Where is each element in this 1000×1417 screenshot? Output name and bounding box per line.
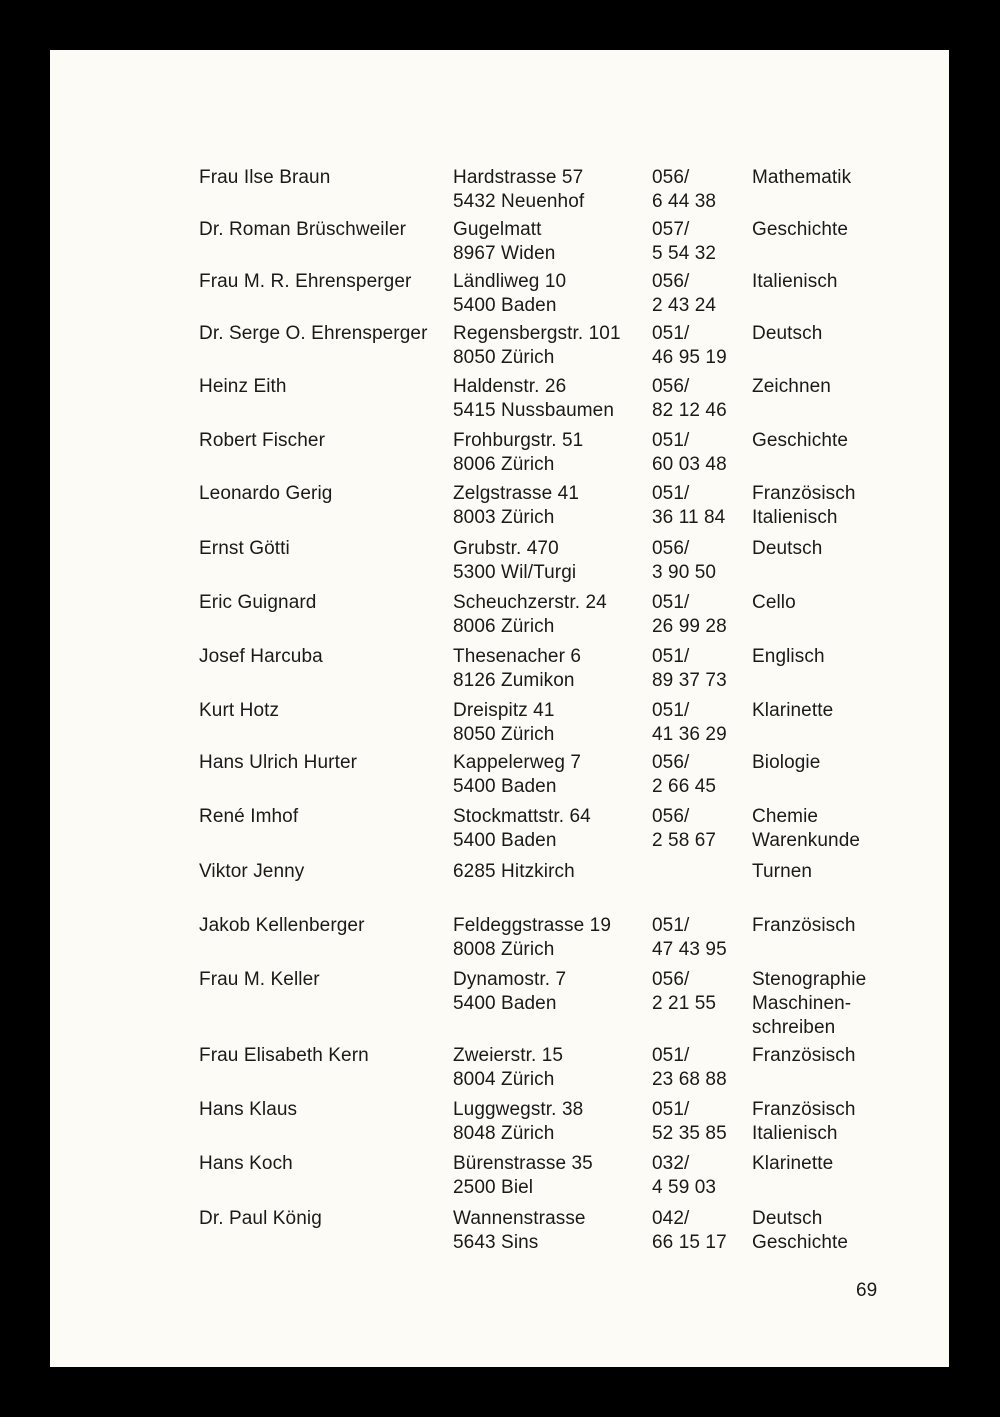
subject: schreiben <box>752 1017 836 1038</box>
phone <box>652 805 716 853</box>
phone-area-code: 051/ <box>652 1099 690 1120</box>
person-name: Hans Klaus <box>199 1099 298 1120</box>
address-street: Wannenstrasse <box>453 1208 586 1229</box>
phone <box>652 1044 727 1092</box>
person-name: Dr. Serge O. Ehrensperger <box>199 323 428 344</box>
phone <box>652 218 716 266</box>
address-street: Bürenstrasse 35 <box>453 1153 593 1174</box>
document-page <box>50 50 949 1367</box>
phone-number: 6 44 38 <box>652 191 717 212</box>
address <box>453 429 583 477</box>
person-name: René Imhof <box>199 806 299 827</box>
subject: Biologie <box>752 752 821 773</box>
address-city: 5400 Baden <box>453 993 557 1014</box>
phone-area-code: 051/ <box>652 483 690 504</box>
subject: Deutsch <box>752 538 823 559</box>
phone-area-code: 056/ <box>652 538 690 559</box>
address-city: 8126 Zumikon <box>453 670 575 691</box>
subjects <box>752 751 820 775</box>
address-street: Dynamostr. 7 <box>453 969 567 990</box>
address-street: Thesenacher 6 <box>453 646 582 667</box>
phone-number: 52 35 85 <box>652 1123 727 1144</box>
phone-area-code: 051/ <box>652 592 690 613</box>
address-city: 8008 Zürich <box>453 939 555 960</box>
subjects <box>752 645 825 669</box>
address-street: Zelgstrasse 41 <box>453 483 580 504</box>
address <box>453 537 576 585</box>
subject: Maschinen- <box>752 993 852 1014</box>
subject: Mathematik <box>752 167 852 188</box>
phone-number: 66 15 17 <box>652 1232 727 1253</box>
phone-area-code: 056/ <box>652 271 690 292</box>
subject: Englisch <box>752 646 825 667</box>
phone <box>652 699 727 747</box>
phone-area-code: 057/ <box>652 219 690 240</box>
address <box>453 1207 586 1255</box>
person-name: Leonardo Gerig <box>199 483 333 504</box>
subjects <box>752 537 822 561</box>
address-city: 5400 Baden <box>453 830 557 851</box>
address-street: Grubstr. 470 <box>453 538 559 559</box>
address-street: Zweierstr. 15 <box>453 1045 564 1066</box>
subject: Italienisch <box>752 507 838 528</box>
person-name: Viktor Jenny <box>199 861 305 882</box>
phone-area-code: 051/ <box>652 646 690 667</box>
subjects <box>752 914 856 938</box>
phone <box>652 322 727 370</box>
person-name: Dr. Roman Brüschweiler <box>199 219 407 240</box>
phone-number: 2 58 67 <box>652 830 717 851</box>
phone-number: 2 66 45 <box>652 776 717 797</box>
person-name: Eric Guignard <box>199 592 317 613</box>
page-number: 69 <box>856 1280 878 1301</box>
phone <box>652 968 716 1016</box>
subject: Warenkunde <box>752 830 861 851</box>
phone <box>652 1152 716 1200</box>
person-name: Ernst Götti <box>199 538 290 559</box>
subject: Französisch <box>752 483 856 504</box>
address-city: 2500 Biel <box>453 1177 534 1198</box>
address-city: 8050 Zürich <box>453 347 555 368</box>
phone-number: 3 90 50 <box>652 562 717 583</box>
phone <box>652 1098 727 1146</box>
phone-number: 2 43 24 <box>652 295 717 316</box>
subjects <box>752 429 848 453</box>
directory-entry <box>50 1207 949 1287</box>
address <box>453 482 579 530</box>
phone-area-code: 056/ <box>652 167 690 188</box>
subjects <box>752 591 796 615</box>
subjects <box>752 1044 856 1068</box>
subject: Deutsch <box>752 323 823 344</box>
address-city: 5400 Baden <box>453 776 557 797</box>
subjects <box>752 1207 848 1255</box>
person-name: Dr. Paul König <box>199 1208 322 1229</box>
phone <box>652 270 716 318</box>
phone-number: 41 36 29 <box>652 724 727 745</box>
subjects <box>752 322 822 346</box>
phone <box>652 645 727 693</box>
address <box>453 218 555 266</box>
address-street: Dreispitz 41 <box>453 700 555 721</box>
subject: Cello <box>752 592 796 613</box>
subjects <box>752 482 856 530</box>
phone-number: 47 43 95 <box>652 939 727 960</box>
phone-number: 2 21 55 <box>652 993 717 1014</box>
subjects <box>752 860 812 884</box>
subject: Geschichte <box>752 219 849 240</box>
person-name: Hans Koch <box>199 1153 293 1174</box>
person-name: Hans Ulrich Hurter <box>199 752 358 773</box>
subject: Deutsch <box>752 1208 823 1229</box>
subject: Stenographie <box>752 969 867 990</box>
address-city: 6285 Hitzkirch <box>453 861 575 882</box>
address-city: 5300 Wil/Turgi <box>453 562 577 583</box>
phone <box>652 591 727 639</box>
address-city: 8003 Zürich <box>453 507 555 528</box>
subject: Französisch <box>752 1099 856 1120</box>
address-street: Scheuchzerstr. 24 <box>453 592 607 613</box>
subject: Französisch <box>752 915 856 936</box>
address-city: 5643 Sins <box>453 1232 539 1253</box>
subject: Turnen <box>752 861 813 882</box>
phone <box>652 375 727 423</box>
phone-number: 5 54 32 <box>652 243 717 264</box>
address-city: 8048 Zürich <box>453 1123 555 1144</box>
address <box>453 1152 593 1200</box>
address <box>453 860 575 884</box>
phone <box>652 751 716 799</box>
phone-area-code: 051/ <box>652 323 690 344</box>
address-street: Kappelerweg 7 <box>453 752 582 773</box>
person-name: Jakob Kellenberger <box>199 915 365 936</box>
address-city: 8004 Zürich <box>453 1069 555 1090</box>
person-name: Robert Fischer <box>199 430 325 451</box>
subject: Geschichte <box>752 1232 849 1253</box>
subjects <box>752 1098 856 1146</box>
phone-number: 36 11 84 <box>652 507 726 528</box>
phone-area-code: 051/ <box>652 915 690 936</box>
subjects <box>752 1152 833 1176</box>
address <box>453 645 581 693</box>
address-street: Gugelmatt <box>453 219 542 240</box>
phone-area-code: 051/ <box>652 430 690 451</box>
subjects <box>752 699 833 723</box>
phone <box>652 1207 727 1255</box>
address-street: Hardstrasse 57 <box>453 167 584 188</box>
phone-area-code: 042/ <box>652 1208 690 1229</box>
subjects <box>752 270 838 294</box>
subjects <box>752 805 860 853</box>
address <box>453 751 581 799</box>
subject: Klarinette <box>752 1153 834 1174</box>
address <box>453 322 621 370</box>
phone-number: 46 95 19 <box>652 347 727 368</box>
phone-number: 82 12 46 <box>652 400 727 421</box>
phone-area-code: 056/ <box>652 969 690 990</box>
phone-area-code: 056/ <box>652 806 690 827</box>
phone-number: 23 68 88 <box>652 1069 727 1090</box>
phone-number: 60 03 48 <box>652 454 727 475</box>
address-city: 8006 Zürich <box>453 454 555 475</box>
subject: Geschichte <box>752 430 849 451</box>
address <box>453 166 584 214</box>
person-name: Frau M. R. Ehrensperger <box>199 271 412 292</box>
person-name: Josef Harcuba <box>199 646 323 667</box>
phone <box>652 537 716 585</box>
phone <box>652 914 727 962</box>
address <box>453 699 555 747</box>
address <box>453 968 566 1016</box>
address-street: Ländliweg 10 <box>453 271 567 292</box>
subjects <box>752 375 831 399</box>
address <box>453 1044 563 1092</box>
subject: Französisch <box>752 1045 856 1066</box>
address <box>453 375 614 423</box>
phone-area-code: 056/ <box>652 752 690 773</box>
person-name: Frau Ilse Braun <box>199 167 331 188</box>
address <box>453 914 611 962</box>
phone <box>652 429 727 477</box>
phone-number: 4 59 03 <box>652 1177 717 1198</box>
address-city: 8967 Widen <box>453 243 556 264</box>
address-city: 8050 Zürich <box>453 724 555 745</box>
address <box>453 805 591 853</box>
phone-area-code: 032/ <box>652 1153 690 1174</box>
person-name: Heinz Eith <box>199 376 287 397</box>
address-city: 8006 Zürich <box>453 616 555 637</box>
address-city: 5415 Nussbaumen <box>453 400 614 421</box>
address-street: Haldenstr. 26 <box>453 376 567 397</box>
phone-area-code: 051/ <box>652 1045 690 1066</box>
subject: Zeichnen <box>752 376 831 397</box>
phone <box>652 482 725 530</box>
subject: Italienisch <box>752 1123 838 1144</box>
phone-number: 26 99 28 <box>652 616 727 637</box>
person-name: Frau Elisabeth Kern <box>199 1045 369 1066</box>
subjects <box>752 218 848 242</box>
address-street: Stockmattstr. 64 <box>453 806 591 827</box>
address-city: 5432 Neuenhof <box>453 191 585 212</box>
phone-area-code: 051/ <box>652 700 690 721</box>
subject: Klarinette <box>752 700 834 721</box>
address-street: Regensbergstr. 101 <box>453 323 621 344</box>
subject: Italienisch <box>752 271 838 292</box>
address <box>453 591 607 639</box>
address-street: Frohburgstr. 51 <box>453 430 584 451</box>
address-city: 5400 Baden <box>453 295 557 316</box>
address-street: Luggwegstr. 38 <box>453 1099 584 1120</box>
address-street: Feldeggstrasse 19 <box>453 915 612 936</box>
directory-entry <box>50 968 949 1048</box>
address <box>453 270 566 318</box>
person-name: Frau M. Keller <box>199 969 320 990</box>
subjects <box>752 968 866 1040</box>
person-name: Kurt Hotz <box>199 700 280 721</box>
address <box>453 1098 583 1146</box>
subject: Chemie <box>752 806 819 827</box>
phone-area-code: 056/ <box>652 376 690 397</box>
subjects <box>752 166 851 190</box>
phone <box>652 166 716 214</box>
phone-number: 89 37 73 <box>652 670 727 691</box>
